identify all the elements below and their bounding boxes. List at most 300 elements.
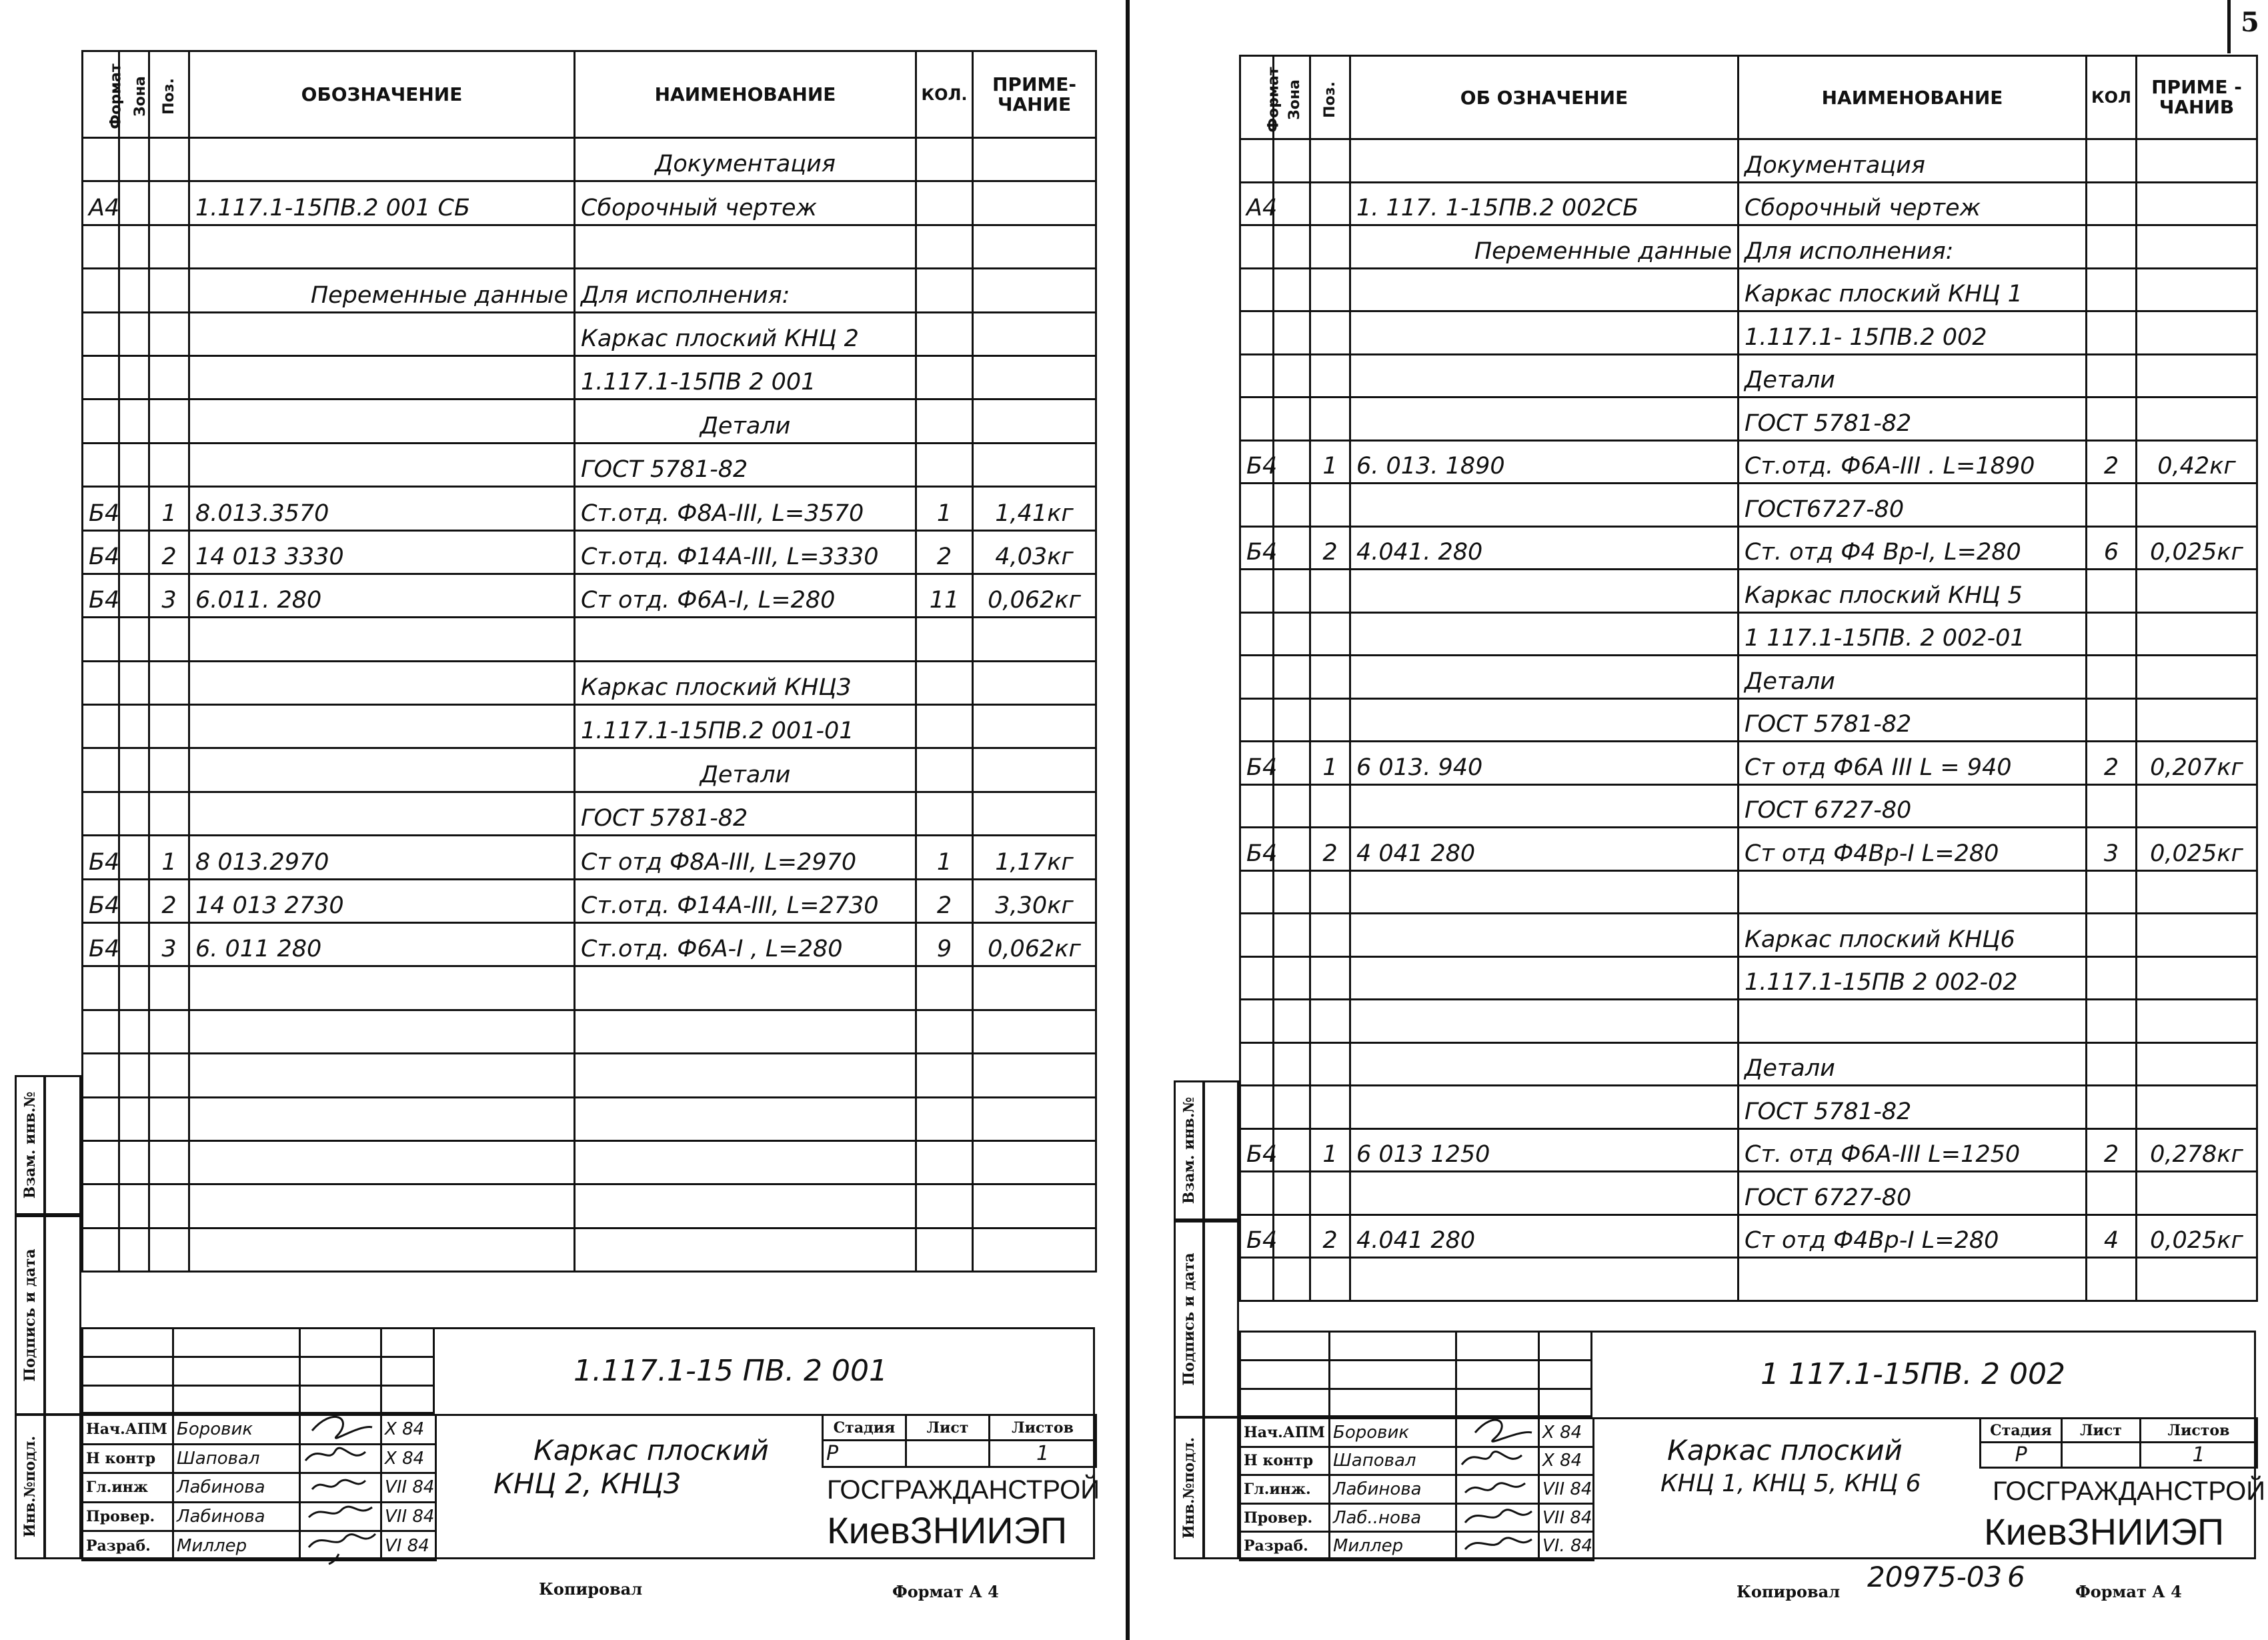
- designation-cell: [1350, 784, 1739, 828]
- left-signatures: [299, 1411, 385, 1564]
- person-name-cell: Боровик: [173, 1415, 300, 1445]
- r-col-zone-header: Зона: [1274, 56, 1310, 139]
- designation-cell: [1350, 914, 1739, 957]
- format-cell: Б4: [1240, 1128, 1274, 1172]
- designation-cell: [189, 1140, 575, 1184]
- spec-row: [83, 399, 1096, 443]
- name-cell: Ст отд. Ф6А-I, L=280: [575, 574, 916, 617]
- designation-cell: 4.041 280: [1350, 1214, 1739, 1258]
- qty-cell: [2087, 570, 2137, 613]
- note-cell: [973, 355, 1096, 399]
- spec-row: [1240, 397, 2257, 441]
- left-spec-body: [83, 138, 1096, 1272]
- right-spec-table: [1239, 55, 2258, 1302]
- note-cell: [973, 399, 1096, 443]
- format-cell: [83, 443, 119, 486]
- zone-cell: [119, 1097, 149, 1140]
- col-qty-header: КОЛ.: [916, 51, 973, 138]
- format-cell: [83, 1228, 119, 1271]
- name-cell: Ст.отд. Ф14А-III, L=2730: [575, 879, 916, 922]
- name-cell: ГОСТ 5781-82: [575, 443, 916, 486]
- designation-cell: [189, 355, 575, 399]
- qty-cell: 1: [916, 836, 973, 879]
- spec-row: [1240, 914, 2257, 957]
- name-cell: Каркас плоский КНЦ3: [575, 661, 916, 704]
- designation-cell: [189, 661, 575, 704]
- date-cell: VII 84: [381, 1502, 436, 1531]
- spec-row: [1240, 656, 2257, 699]
- zone-cell: [119, 269, 149, 312]
- format-cell: [1240, 870, 1274, 914]
- designation-cell: [1350, 484, 1739, 527]
- date-cell: VII 84: [1539, 1475, 1594, 1504]
- name-cell: [1739, 1000, 2087, 1043]
- pos-cell: [149, 748, 189, 792]
- pos-cell: [1310, 268, 1350, 311]
- note-cell: [2137, 311, 2257, 355]
- qty-cell: [2087, 656, 2137, 699]
- spec-row: [1240, 570, 2257, 613]
- r-col-pos-header: Поз.: [1310, 56, 1350, 139]
- zone-cell: [119, 1228, 149, 1271]
- format-cell: [83, 225, 119, 268]
- designation-cell: [1350, 397, 1739, 441]
- note-cell: [973, 618, 1096, 661]
- name-cell: Ст.отд. Ф6А-I , L=280: [575, 923, 916, 966]
- spec-row: [1240, 742, 2257, 785]
- pos-cell: [149, 705, 189, 748]
- r-side-inv-value: [1203, 1417, 1239, 1559]
- name-cell: ГОСТ 6727-80: [1739, 784, 2087, 828]
- pos-cell: [149, 1010, 189, 1053]
- spec-row: [83, 312, 1096, 355]
- qty-cell: 1: [916, 487, 973, 530]
- pos-cell: [1310, 956, 1350, 1000]
- format-cell: Б4: [83, 879, 119, 922]
- col-format-header: Формат: [83, 51, 119, 138]
- qty-cell: [916, 1140, 973, 1184]
- name-cell: ГОСТ 5781-82: [575, 792, 916, 835]
- name-cell: Каркас плоский КНЦ6: [1739, 914, 2087, 957]
- zone-cell: [1274, 225, 1310, 269]
- zone-cell: [1274, 698, 1310, 742]
- designation-cell: [189, 966, 575, 1010]
- spec-row: [1240, 1000, 2257, 1043]
- pos-cell: [1310, 1258, 1350, 1301]
- format-cell: [83, 138, 119, 181]
- pos-cell: [149, 312, 189, 355]
- side-vzam: Взам. инв.№: [15, 1075, 45, 1215]
- designation-cell: [189, 748, 575, 792]
- note-cell: 0,42кг: [2137, 440, 2257, 484]
- pos-cell: 3: [149, 574, 189, 617]
- right-spec-body: [1240, 139, 2257, 1301]
- qty-cell: 2: [2087, 440, 2137, 484]
- spec-row: [83, 836, 1096, 879]
- col-note-header: ПРИМЕ-ЧАНИЕ: [973, 51, 1096, 138]
- date-cell: VII 84: [1539, 1503, 1594, 1532]
- format-cell: Б4: [83, 923, 119, 966]
- right-footer-copied: Копировал: [1737, 1582, 1841, 1601]
- name-cell: [1739, 1258, 2087, 1301]
- format-cell: [83, 792, 119, 835]
- pos-cell: [149, 1184, 189, 1228]
- format-cell: [83, 355, 119, 399]
- name-cell: Ст. отд Ф6А-III L=1250: [1739, 1128, 2087, 1172]
- format-cell: А4: [83, 181, 119, 225]
- format-cell: [83, 661, 119, 704]
- col-name-header: НАИМЕНОВАНИЕ: [575, 51, 916, 138]
- qty-cell: [2087, 1258, 2137, 1301]
- spec-row: [1240, 828, 2257, 871]
- name-cell: [1739, 870, 2087, 914]
- pos-cell: [1310, 182, 1350, 225]
- name-cell: Ст отд Ф4Вр-I L=280: [1739, 828, 2087, 871]
- name-cell: Для исполнения:: [575, 269, 916, 312]
- qty-cell: [2087, 1086, 2137, 1129]
- name-cell: Ст.отд. Ф14А-III, L=3330: [575, 530, 916, 574]
- qty-cell: [916, 792, 973, 835]
- role-cell: Н контр: [83, 1444, 173, 1473]
- qty-cell: 2: [2087, 742, 2137, 785]
- pos-cell: [149, 1228, 189, 1271]
- zone-cell: [1274, 311, 1310, 355]
- designation-cell: 4 041 280: [1350, 828, 1739, 871]
- pos-cell: [149, 1097, 189, 1140]
- name-cell: Ст отд Ф8А-III, L=2970: [575, 836, 916, 879]
- person-name-cell: Боровик: [1330, 1419, 1456, 1447]
- sheets-value: 1: [990, 1441, 1096, 1467]
- r-side-podpis-value: [1203, 1220, 1239, 1418]
- note-cell: [2137, 397, 2257, 441]
- person-name-cell: Лабинова: [1330, 1475, 1456, 1504]
- zone-cell: [1274, 1086, 1310, 1129]
- note-cell: [2137, 225, 2257, 269]
- pos-cell: 2: [149, 879, 189, 922]
- right-signatures: [1455, 1413, 1542, 1559]
- spec-row: [83, 792, 1096, 835]
- note-cell: 0,062кг: [973, 923, 1096, 966]
- r-col-qty-header: КОЛ: [2087, 56, 2137, 139]
- r-sheets-label: Листов: [2141, 1419, 2257, 1443]
- note-cell: [2137, 784, 2257, 828]
- designation-cell: [189, 138, 575, 181]
- spec-row: [83, 1054, 1096, 1097]
- pos-cell: [149, 443, 189, 486]
- spec-row: [1240, 1128, 2257, 1172]
- designation-cell: 4.041. 280: [1350, 526, 1739, 570]
- zone-cell: [1274, 397, 1310, 441]
- qty-cell: [916, 399, 973, 443]
- note-cell: [2137, 956, 2257, 1000]
- zone-cell: [119, 487, 149, 530]
- left-spec-table: [81, 50, 1097, 1273]
- note-cell: 0,025кг: [2137, 1214, 2257, 1258]
- designation-cell: [189, 225, 575, 268]
- name-cell: Детали: [1739, 1042, 2087, 1086]
- spec-row: [1240, 956, 2257, 1000]
- designation-cell: [1350, 1172, 1739, 1215]
- role-cell: Разраб.: [1240, 1532, 1330, 1561]
- zone-cell: [1274, 956, 1310, 1000]
- pos-cell: [149, 1140, 189, 1184]
- format-cell: [1240, 311, 1274, 355]
- zone-cell: [119, 1054, 149, 1097]
- pos-cell: [1310, 870, 1350, 914]
- left-doc-code: 1.117.1-15 ПВ. 2 001: [574, 1354, 888, 1388]
- date-cell: X 84: [1539, 1419, 1594, 1447]
- format-cell: [83, 312, 119, 355]
- zone-cell: [1274, 1042, 1310, 1086]
- right-footer-format: Формат А 4: [2075, 1582, 2182, 1601]
- qty-cell: [916, 705, 973, 748]
- pos-cell: [149, 225, 189, 268]
- spec-row: [1240, 354, 2257, 397]
- designation-cell: [1350, 354, 1739, 397]
- qty-cell: [2087, 914, 2137, 957]
- pos-cell: [149, 661, 189, 704]
- format-cell: [1240, 268, 1274, 311]
- format-cell: Б4: [1240, 440, 1274, 484]
- qty-cell: [2087, 870, 2137, 914]
- spec-row: [83, 1184, 1096, 1228]
- designation-cell: 1. 117. 1-15ПВ.2 002СБ: [1350, 182, 1739, 225]
- zone-cell: [119, 225, 149, 268]
- spec-row: [83, 530, 1096, 574]
- format-cell: [83, 618, 119, 661]
- note-cell: 0,025кг: [2137, 526, 2257, 570]
- role-cell: Нач.АПМ: [1240, 1419, 1330, 1447]
- name-cell: Документация: [575, 138, 916, 181]
- designation-cell: [1350, 956, 1739, 1000]
- zone-cell: [119, 443, 149, 486]
- spec-row: [1240, 526, 2257, 570]
- r-col-designation-header: ОБ ОЗНАЧЕНИЕ: [1350, 56, 1739, 139]
- qty-cell: [916, 1184, 973, 1228]
- qty-cell: [916, 225, 973, 268]
- spec-row: [1240, 870, 2257, 914]
- name-cell: Сборочный чертеж: [575, 181, 916, 225]
- qty-cell: [2087, 311, 2137, 355]
- designation-cell: [1350, 1000, 1739, 1043]
- pos-cell: [1310, 1042, 1350, 1086]
- designation-cell: 6.011. 280: [189, 574, 575, 617]
- page-number-bracket: [2227, 0, 2231, 53]
- pos-cell: [1310, 311, 1350, 355]
- format-cell: [1240, 354, 1274, 397]
- name-cell: ГОСТ 6727-80: [1739, 1172, 2087, 1215]
- note-cell: [2137, 656, 2257, 699]
- spec-row: [83, 1010, 1096, 1053]
- date-cell: X 84: [381, 1415, 436, 1445]
- person-name-cell: Миллер: [173, 1531, 300, 1561]
- qty-cell: [916, 748, 973, 792]
- designation-cell: 8.013.3570: [189, 487, 575, 530]
- format-cell: [83, 705, 119, 748]
- name-cell: 1 117.1-15ПВ. 2 002-01: [1739, 612, 2087, 656]
- qty-cell: [2087, 1172, 2137, 1215]
- note-cell: [973, 1010, 1096, 1053]
- note-cell: [2137, 1086, 2257, 1129]
- qty-cell: 3: [2087, 828, 2137, 871]
- spec-row: [83, 661, 1096, 704]
- zone-cell: [1274, 570, 1310, 613]
- designation-cell: [189, 618, 575, 661]
- name-cell: [575, 1140, 916, 1184]
- spec-row: [83, 138, 1096, 181]
- designation-cell: [189, 312, 575, 355]
- r-col-name-header: НАИМЕНОВАНИЕ: [1739, 56, 2087, 139]
- role-cell: Гл.инж: [83, 1473, 173, 1503]
- format-cell: [1240, 1000, 1274, 1043]
- format-cell: [1240, 914, 1274, 957]
- zone-cell: [1274, 1258, 1310, 1301]
- name-cell: [575, 1054, 916, 1097]
- person-name-cell: Шаповал: [173, 1444, 300, 1473]
- designation-cell: [1350, 870, 1739, 914]
- qty-cell: [2087, 484, 2137, 527]
- zone-cell: [119, 355, 149, 399]
- note-cell: [2137, 268, 2257, 311]
- name-cell: [575, 1184, 916, 1228]
- spec-row: [83, 1097, 1096, 1140]
- stage-label: Стадия: [823, 1415, 906, 1441]
- note-cell: [2137, 698, 2257, 742]
- role-cell: Гл.инж.: [1240, 1475, 1330, 1504]
- pos-cell: [1310, 225, 1350, 269]
- r-side-inv: Инв.№подл.: [1174, 1417, 1204, 1559]
- designation-cell: [189, 1097, 575, 1140]
- spec-row: [1240, 182, 2257, 225]
- name-cell: Сборочный чертеж: [1739, 182, 2087, 225]
- name-cell: [575, 1228, 916, 1271]
- qty-cell: [2087, 397, 2137, 441]
- designation-cell: [189, 792, 575, 835]
- left-footer-copied: Копировал: [539, 1579, 643, 1599]
- spec-row: [83, 181, 1096, 225]
- left-product-name: Каркас плоский КНЦ 2, КНЦ3: [493, 1434, 769, 1500]
- spec-row: [1240, 784, 2257, 828]
- qty-cell: [916, 1010, 973, 1053]
- pos-cell: [149, 355, 189, 399]
- qty-cell: [2087, 268, 2137, 311]
- spec-row: [83, 355, 1096, 399]
- spec-row: [83, 923, 1096, 966]
- date-cell: VI. 84: [1539, 1532, 1594, 1561]
- qty-cell: [2087, 139, 2137, 183]
- r-side-vzam: Взам. инв.№: [1174, 1080, 1204, 1220]
- qty-cell: 2: [916, 879, 973, 922]
- side-inv: Инв.№подл.: [15, 1414, 45, 1559]
- person-name-cell: Миллер: [1330, 1532, 1456, 1561]
- zone-cell: [119, 792, 149, 835]
- designation-cell: Переменные данные: [1350, 225, 1739, 269]
- person-name-cell: Лабинова: [173, 1502, 300, 1531]
- format-cell: [1240, 1042, 1274, 1086]
- spec-row: [1240, 440, 2257, 484]
- note-cell: [973, 1184, 1096, 1228]
- note-cell: [2137, 870, 2257, 914]
- note-cell: 0,025кг: [2137, 828, 2257, 871]
- qty-cell: [2087, 956, 2137, 1000]
- col-pos-header: Поз.: [149, 51, 189, 138]
- note-cell: [973, 661, 1096, 704]
- r-col-format-header: Формат: [1240, 56, 1274, 139]
- zone-cell: [1274, 1128, 1310, 1172]
- format-cell: [83, 1097, 119, 1140]
- pos-cell: [149, 399, 189, 443]
- spec-row: [83, 618, 1096, 661]
- name-cell: Ст. отд Ф4 Вр-I, L=280: [1739, 526, 2087, 570]
- sheet-label: Лист: [906, 1415, 990, 1441]
- format-cell: [83, 1184, 119, 1228]
- note-cell: [2137, 914, 2257, 957]
- note-cell: [973, 705, 1096, 748]
- pos-cell: 1: [149, 836, 189, 879]
- designation-cell: [1350, 1042, 1739, 1086]
- pos-cell: [1310, 698, 1350, 742]
- name-cell: Документация: [1739, 139, 2087, 183]
- qty-cell: [2087, 698, 2137, 742]
- name-cell: 1.117.1-15ПВ.2 001-01: [575, 705, 916, 748]
- name-cell: 1.117.1-15ПВ 2 002-02: [1739, 956, 2087, 1000]
- name-cell: [575, 1097, 916, 1140]
- spec-row: [83, 966, 1096, 1010]
- r-side-vzam-value: [1203, 1080, 1239, 1220]
- qty-cell: [916, 618, 973, 661]
- name-cell: Ст отд Ф4Вр-I L=280: [1739, 1214, 2087, 1258]
- pos-cell: [149, 181, 189, 225]
- zone-cell: [1274, 914, 1310, 957]
- zone-cell: [119, 966, 149, 1010]
- sheet-value: [906, 1441, 990, 1467]
- designation-cell: 6 013 1250: [1350, 1128, 1739, 1172]
- r-col-note-header: ПРИМЕ - ЧАНИВ: [2137, 56, 2257, 139]
- qty-cell: [916, 1097, 973, 1140]
- format-cell: Б4: [1240, 526, 1274, 570]
- zone-cell: [1274, 440, 1310, 484]
- format-cell: Б4: [83, 836, 119, 879]
- note-cell: [973, 1097, 1096, 1140]
- qty-cell: [2087, 1000, 2137, 1043]
- note-cell: [973, 225, 1096, 268]
- qty-cell: [916, 355, 973, 399]
- format-cell: А4: [1240, 182, 1274, 225]
- qty-cell: [2087, 1042, 2137, 1086]
- designation-cell: [1350, 139, 1739, 183]
- name-cell: Детали: [1739, 354, 2087, 397]
- pos-cell: 2: [1310, 828, 1350, 871]
- designation-cell: [189, 1228, 575, 1271]
- qty-cell: 6: [2087, 526, 2137, 570]
- pos-cell: 1: [1310, 742, 1350, 785]
- format-cell: [83, 399, 119, 443]
- r-sheet-value: [2062, 1443, 2141, 1468]
- note-cell: 0,207кг: [2137, 742, 2257, 785]
- pos-cell: [1310, 484, 1350, 527]
- role-cell: Провер.: [1240, 1503, 1330, 1532]
- format-cell: [83, 1140, 119, 1184]
- designation-cell: [1350, 311, 1739, 355]
- designation-cell: [1350, 268, 1739, 311]
- spec-row: [83, 487, 1096, 530]
- qty-cell: [2087, 612, 2137, 656]
- name-cell: ГОСТ6727-80: [1739, 484, 2087, 527]
- name-cell: 1.117.1- 15ПВ.2 002: [1739, 311, 2087, 355]
- name-cell: [575, 225, 916, 268]
- left-stage-table: [822, 1414, 1097, 1468]
- note-cell: [973, 966, 1096, 1010]
